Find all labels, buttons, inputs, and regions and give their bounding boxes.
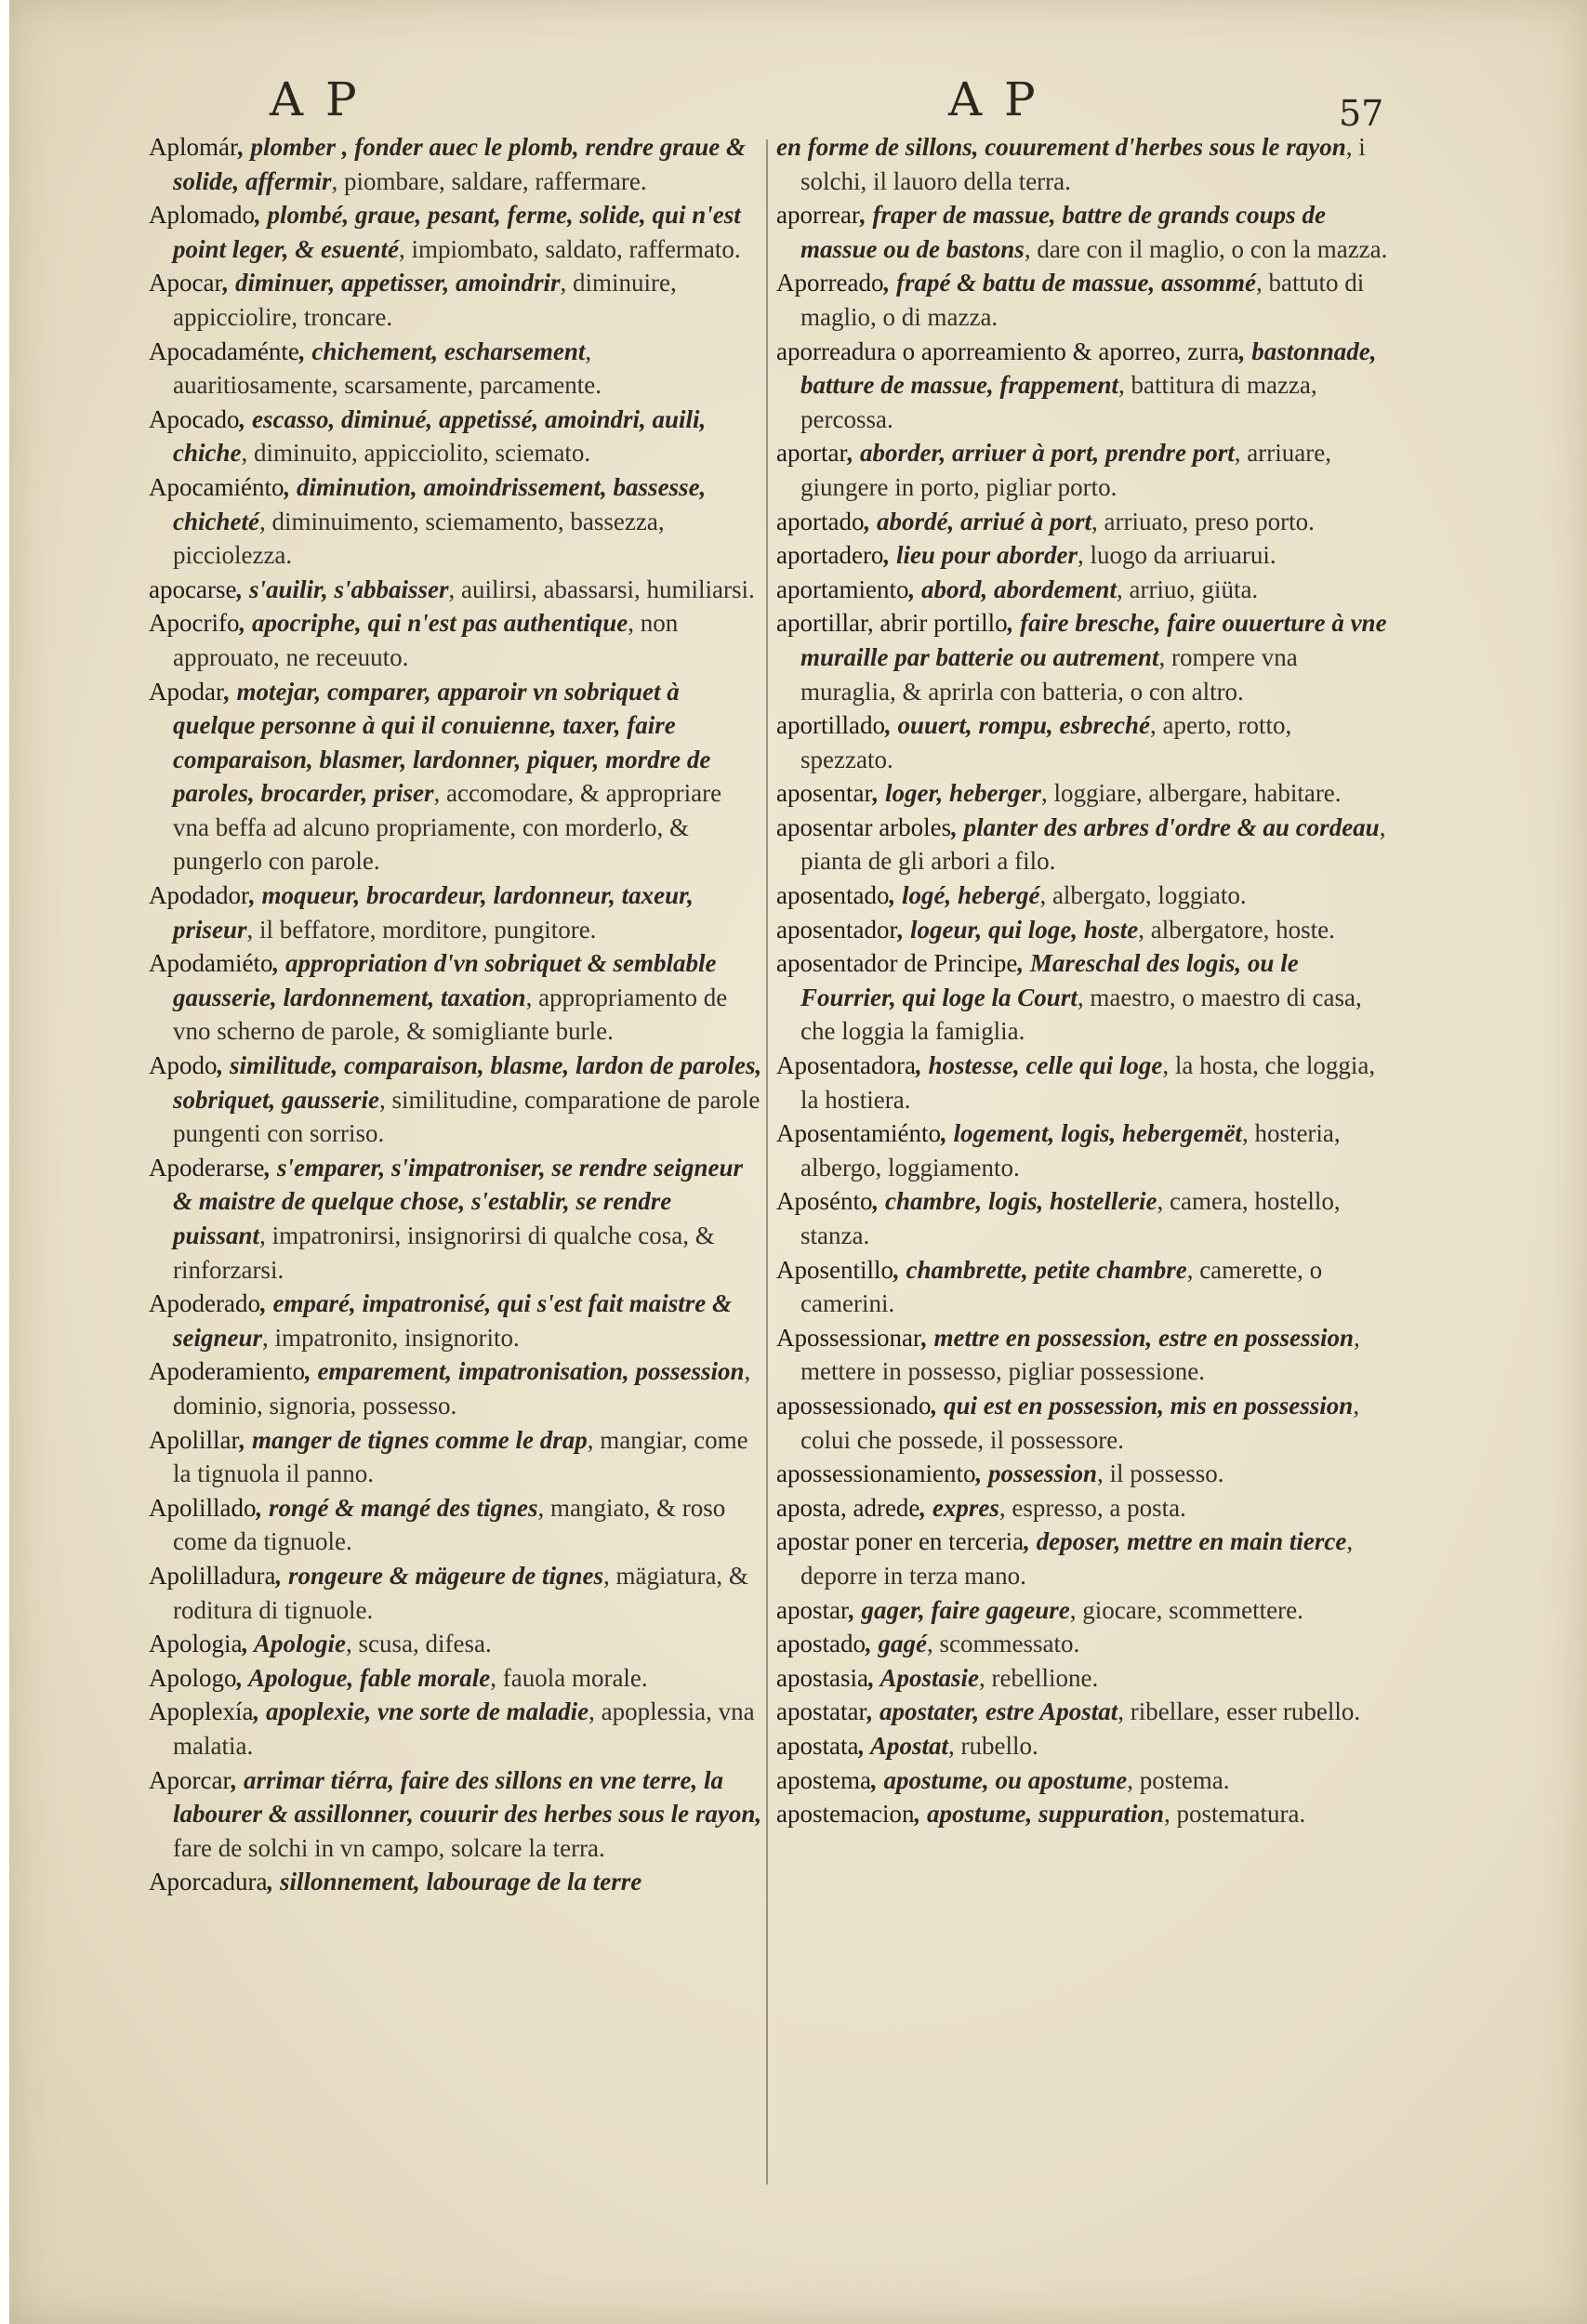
italian-gloss: , luogo da arriuarui. [1077,541,1276,570]
italian-gloss: , maestro, o maestro di casa, che loggia la famiglia. [800,983,1362,1046]
french-gloss: , abord, abordement [908,574,1117,603]
headword: Aporcadura [149,1868,268,1896]
italian-gloss: , pianta de gli arbori a filo. [800,812,1386,876]
headword: aposentado [776,881,890,910]
french-gloss: , emparement, impatronisation, possession [304,1357,745,1386]
french-gloss: , deposer, mettre en main tierce [1024,1527,1347,1556]
dictionary-entry [149,1695,762,1763]
headword: aposentar arboles [776,812,952,841]
italian-gloss: , auilirsi, abassarsi, humiliarsi. [448,574,755,603]
french-gloss: , plomber , fonder auec le plomb, rendre graue & solide, affermir [173,133,746,195]
italian-gloss: , fauola morale. [490,1663,648,1692]
dictionary-entry [149,130,762,198]
right-column [776,130,1390,1831]
italian-gloss: , arriuare, giungere in porto, pigliar porto. [800,439,1331,501]
dictionary-entry [776,1627,1390,1661]
italian-gloss: , postematura. [1164,1800,1306,1829]
french-gloss: , ouuert, rompu, esbreché [884,711,1150,740]
dictionary-entry [149,1865,762,1899]
italian-gloss: , colui che possede, il possessore. [800,1391,1360,1454]
headword: apostema [776,1765,871,1794]
dictionary-entry [776,1184,1390,1252]
french-gloss: , abordé, arriué à port [864,507,1091,535]
headword: apossessionamiento [776,1459,976,1488]
french-gloss: , motejar, comparer, apparoir vn sobriquet à quelque personne à qui il conuienne, taxer, faire comparaison, blasmer, lardonner, piquer, mordre de paroles, brocarder, priser [173,677,711,808]
dictionary-entry [776,708,1390,776]
french-gloss: , apocriphe, qui n'est pas authentique [239,609,628,638]
headword: Apolillar [149,1425,240,1454]
italian-gloss: , diminuimento, sciemamento, bassezza, picciolezza. [173,507,665,570]
french-gloss: , rongé & mangé des tignes [256,1493,538,1522]
dictionary-page [9,0,1587,2324]
french-gloss: , possession [975,1459,1098,1488]
dictionary-entry [149,470,762,573]
dictionary-entry [149,1763,762,1866]
french-gloss: , moqueur, brocardeur, lardonneur, taxeur, priseur [173,881,694,944]
headword: aportado [776,507,865,535]
headword: Apologo [149,1663,237,1692]
french-gloss: , diminuer, appetisser, amoindrir [222,269,561,297]
dictionary-entry [776,1491,1390,1525]
italian-gloss: , battitura di mazza, percossa. [800,371,1317,433]
italian-gloss: , mettere in possesso, pigliar possessione. [800,1323,1360,1386]
headword: apostasia [776,1663,868,1692]
dictionary-entry [776,198,1390,266]
headword: Aporcar [149,1765,231,1794]
headword: aposta, adrede [776,1493,920,1522]
italian-gloss: , appropriamento de vno scherno de parole, & somigliante burle. [173,983,728,1046]
french-gloss: , planter des arbres d'ordre & au cordeau [951,812,1380,841]
french-gloss: , manger de tignes comme le drap [239,1425,588,1454]
dictionary-entry [149,1559,762,1627]
headword: aportillar, abrir portillo [776,609,1008,638]
french-gloss: , emparé, impatronisé, qui s'est fait maistre & seigneur [173,1289,732,1352]
dictionary-entry [149,606,762,674]
dictionary-entry [149,403,762,470]
headword: Apodamiéto [149,949,273,978]
italian-gloss: , loggiare, albergare, habitare. [1040,779,1342,808]
dictionary-entry [776,811,1390,878]
dictionary-entry [776,1321,1390,1389]
headword: apostar poner en terceria [776,1527,1025,1556]
french-gloss: , s'auilir, s'abbaisser [236,574,449,603]
italian-gloss: , accomodare, & appropriare vna beffa ad alcuno propriamente, con morderlo, & pungerlo con parole. [173,779,722,876]
italian-gloss: , deporre in terza mano. [800,1527,1354,1590]
headword: Aposentillo [776,1255,893,1284]
italian-gloss: , arriuato, preso porto. [1091,507,1315,535]
dictionary-entry [149,335,762,403]
headword: Apoderarse [149,1153,265,1182]
dictionary-entry [776,1729,1390,1763]
italian-gloss: , dominio, signoria, possesso. [173,1357,751,1419]
headword: Aposentadora [776,1051,916,1080]
french-gloss: , plombé, graue, pesant, ferme, solide, qui n'est point leger, & esuenté [173,201,741,263]
french-gloss: , faire bresche, faire ouuerture à vne muraille par batterie ou autrement [800,609,1387,671]
headword: Aposentamiénto [776,1119,941,1148]
italian-gloss: , la hosta, che loggia, la hostiera. [800,1051,1376,1114]
italian-gloss: , rompere vna muraglia, & aprirla con batteria, o con altro. [800,642,1298,706]
right-running-head: A P [948,73,1039,126]
headword: Apodador [149,881,249,910]
headword: Apolilladura [149,1561,276,1590]
french-gloss: , apostume, ou apostume [870,1765,1128,1794]
french-gloss: , lieu pour aborder [883,541,1078,570]
page-number: 57 [1339,93,1384,134]
column-divider [766,139,768,2185]
italian-gloss: , mangiar, come la tignuola il panno. [173,1425,748,1488]
french-gloss: , rongeure & mägeure de tignes [275,1561,603,1590]
dictionary-entry [776,505,1390,539]
headword: aportadero [776,541,884,570]
headword: Aplomár [149,133,238,161]
headword: apostata [776,1731,859,1760]
dictionary-entry [149,1151,762,1287]
dictionary-entry [776,1593,1390,1628]
french-gloss: , qui est en possession, mis en possession [931,1391,1354,1419]
italian-gloss: , camerette, o camerini. [800,1255,1323,1318]
french-gloss: , arrimar tiérra, faire des sillons en vne terre, la labourer & assillonner, couurir des herbes sous le rayon, [173,1765,762,1829]
italian-gloss: , scommessato. [926,1630,1080,1658]
italian-gloss: , espresso, a posta. [998,1493,1186,1522]
italian-gloss: , scusa, difesa. [346,1630,492,1658]
headword: Apolillado [149,1493,257,1522]
french-gloss: , appropriation d'vn sobriquet & semblable gausserie, lardonnement, taxation [173,949,717,1011]
dictionary-entry [149,1627,762,1661]
headword: Apodar [149,677,224,706]
headword: aportamiento [776,574,909,603]
italian-gloss: fare de solchi in vn campo, solcare la terra. [173,1833,605,1862]
italian-gloss: , giocare, scommettere. [1069,1595,1303,1624]
headword: aporreadura o aporreamiento & aporreo, zurra [776,337,1239,365]
italian-gloss: , il possesso. [1097,1459,1224,1488]
dictionary-entry [149,675,762,879]
headword: Apologia [149,1630,243,1658]
dictionary-entry [149,198,762,266]
headword: apossessionado [776,1391,932,1419]
french-gloss: , gager, faire gageure [848,1595,1070,1624]
italian-gloss: , ribellare, esser rubello. [1118,1697,1361,1726]
headword: aportar [776,439,848,468]
italian-gloss: , camera, hostello, stanza. [800,1187,1341,1249]
dictionary-entry [149,1354,762,1422]
italian-gloss: , rubello. [948,1731,1038,1760]
dictionary-entry [776,1389,1390,1457]
french-gloss: , Apostasie [867,1663,979,1692]
french-gloss: , Apologie [242,1630,346,1658]
french-gloss: , Apostat [858,1731,948,1760]
french-gloss: , logeur, qui loge, hoste [897,915,1139,944]
french-gloss: en forme de sillons, couurement d'herbes sous le rayon [776,133,1346,161]
italian-gloss: , il beffatore, morditore, pungitore. [246,915,597,944]
french-gloss: , apoplexie, vne sorte de maladie [253,1697,589,1726]
dictionary-entry [776,266,1390,334]
dictionary-entry [149,1491,762,1559]
italian-gloss: , similitudine, comparatione de parole pungenti con sorriso. [173,1085,760,1148]
dictionary-entry [149,1423,762,1491]
french-gloss: , bastonnade, batture de massue, frappement [800,337,1377,400]
dictionary-entry [776,776,1390,811]
italian-gloss: , non approuato, ne receuuto. [173,609,679,671]
italian-gloss: , i solchi, il lauoro della terra. [800,133,1366,195]
french-gloss: , hostesse, celle qui loge [915,1051,1163,1080]
italian-gloss: , piombare, saldare, raffermare. [331,166,647,195]
headword: apostemacion [776,1800,915,1829]
french-gloss: , logement, logis, hebergemët [940,1119,1242,1148]
italian-gloss: , impiombato, saldato, raffermato. [399,234,741,263]
dictionary-entry [776,878,1390,913]
dictionary-entry [776,335,1390,437]
dictionary-entry [776,538,1390,573]
french-gloss: , chambre, logis, hostellerie [872,1187,1157,1216]
dictionary-entry [776,1116,1390,1184]
french-gloss: , chambrette, petite chambre [893,1255,1187,1284]
dictionary-entry [776,1797,1390,1831]
italian-gloss: , albergatore, hoste. [1138,915,1335,944]
french-gloss: , apostume, suppuration [914,1800,1165,1829]
italian-gloss: , dare con il maglio, o con la mazza. [1024,234,1388,263]
dictionary-entry [776,1253,1390,1321]
french-gloss: , Mareschal des logis, ou le Fourrier, qui loge la Court [800,949,1299,1011]
french-gloss: , gagé [865,1630,927,1658]
french-gloss: , apostater, estre Apostat [866,1697,1118,1726]
headword: Apoplexía [149,1697,254,1726]
french-gloss: , fraper de massue, battre de grands coups de massue ou de bastons [800,201,1326,263]
headword: Apossessionar [776,1323,921,1352]
italian-gloss: , impatronito, insignorito. [262,1323,520,1352]
dictionary-entry [776,573,1390,607]
italian-gloss: , aperto, rotto, spezzato. [800,711,1292,773]
french-gloss: , frapé & battu de massue, assommé [883,269,1256,297]
headword: aposentador [776,915,898,944]
italian-gloss: , auaritiosamente, scarsamente, parcamente. [173,337,602,400]
dictionary-entry [776,1661,1390,1696]
headword: aposentar [776,779,873,808]
dictionary-entry [149,1049,762,1151]
headword: Aporreado [776,269,884,297]
headword: Apocamiénto [149,472,284,501]
headword: aposentador de Principe [776,949,1018,978]
headword: apostatar [776,1697,867,1726]
french-gloss: , diminution, amoindrissement, bassesse, chicheté [173,472,707,535]
dictionary-entry [149,266,762,334]
headword: apostado [776,1630,866,1658]
headword: Apocado [149,404,240,433]
french-gloss: , s'emparer, s'impatroniser, se rendre seigneur & maistre de quelque chose, s'establir, se rendre puissant [173,1153,744,1249]
french-gloss: , logé, hebergé [889,881,1040,910]
italian-gloss: , impatronirsi, insignorirsi di qualche cosa, & rinforzarsi. [173,1221,715,1284]
headword: aportillado [776,711,885,740]
italian-gloss: , hosteria, albergo, loggiamento. [800,1119,1341,1182]
headword: Apodo [149,1051,218,1080]
italian-gloss: , diminuire, appicciolire, troncare. [173,269,677,331]
italian-gloss: , mangiato, & roso come da tignuole. [173,1493,726,1556]
dictionary-entry [776,436,1390,504]
headword: aporrear [776,201,860,230]
french-gloss: , expres [919,1493,999,1522]
italian-gloss: , mägiatura, & roditura di tignuole. [173,1561,748,1624]
headword: Aposénto [776,1187,873,1216]
dictionary-entry [149,1661,762,1696]
headword: Apoderado [149,1289,260,1318]
headword: apocarse [149,574,237,603]
headword: Apocadaménte [149,337,299,365]
headword: Apocar [149,269,223,297]
french-gloss: , Apologue, fable morale [236,1663,491,1692]
dictionary-entry [149,573,762,607]
dictionary-entry [149,946,762,1049]
headword: Aplomado [149,201,255,230]
italian-gloss: , apoplessia, vna malatia. [173,1697,755,1760]
headword: Apocrifo [149,609,240,638]
dictionary-entry [776,1525,1390,1592]
italian-gloss: , diminuito, appicciolito, sciemato. [241,439,591,468]
french-gloss: , escasso, diminué, appetissé, amoindri, auili, chiche [173,404,707,468]
dictionary-entry [776,913,1390,947]
french-gloss: , mettre en possession, estre en possession [921,1323,1355,1352]
italian-gloss: , rebellione. [979,1663,1099,1692]
dictionary-entry [776,130,1390,198]
dictionary-entry [149,1287,762,1354]
french-gloss: , similitude, comparaison, blasme, lardon de paroles, sobriquet, gausserie [173,1051,762,1114]
french-gloss: , aborder, arriuer à port, prendre port [847,439,1235,468]
italian-gloss: , postema. [1127,1765,1230,1794]
headword: apostar [776,1595,849,1624]
french-gloss: , loger, heberger [872,779,1041,808]
dictionary-entry [776,606,1390,708]
dictionary-entry [776,946,1390,1049]
italian-gloss: , arriuo, giüta. [1116,574,1259,603]
headword: Apoderamiento [149,1357,305,1386]
left-column [149,130,762,1899]
italian-gloss: , battuto di maglio, o di mazza. [800,269,1365,331]
french-gloss: , sillonnement, labourage de la terre [267,1868,642,1896]
dictionary-entry [776,1457,1390,1491]
dictionary-entry [776,1049,1390,1116]
dictionary-entry [776,1695,1390,1729]
dictionary-entry [149,878,762,946]
italian-gloss: , albergato, loggiato. [1039,881,1247,910]
french-gloss: , chichement, escharsement [298,337,586,365]
dictionary-entry [776,1763,1390,1798]
left-running-head: A P [270,73,361,126]
